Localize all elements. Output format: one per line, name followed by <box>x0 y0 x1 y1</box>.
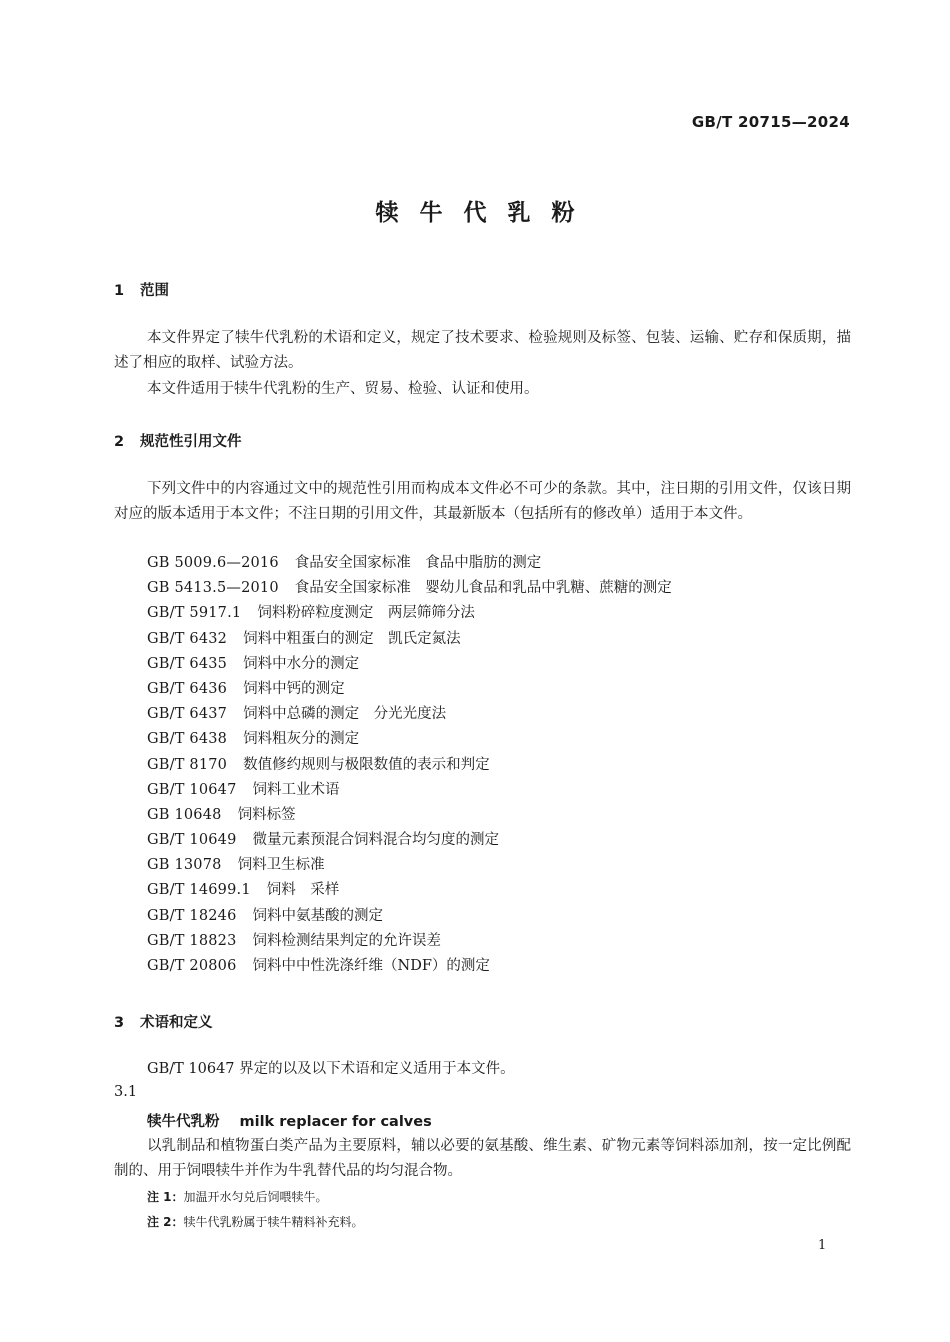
reference-code: GB/T 18823 <box>147 932 237 949</box>
reference-code: GB 5009.6—2016 <box>147 555 279 571</box>
reference-item <box>147 727 672 752</box>
note-2 <box>147 1213 364 1230</box>
page-number: 1 <box>818 1238 827 1253</box>
section-title: 术语和定义 <box>140 1015 213 1031</box>
reference-item <box>147 778 672 803</box>
section-title: 规范性引用文件 <box>140 434 242 450</box>
reference-code: GB/T 5917.1 <box>147 605 242 622</box>
reference-title: 饲料中氨基酸的测定 <box>252 907 384 924</box>
note-label: 注 2： <box>147 1215 184 1229</box>
reference-item <box>147 702 672 727</box>
standard-code: GB/T 20715—2024 <box>691 113 850 131</box>
reference-code: GB/T 10647 <box>147 781 237 798</box>
reference-title: 食品安全国家标准 食品中脂肪的测定 <box>294 555 542 571</box>
reference-code: GB/T 6437 <box>147 706 228 723</box>
reference-title: 数值修约规则与极限数值的表示和判定 <box>243 756 490 773</box>
references-intro: 下列文件中的内容通过文中的规范性引用而构成本文件必不可少的条款。其中，注日期的引用文件，仅该日期对应的版本适用于本文件；不注日期的引用文件，其最新版本（包括所有的修改单）适用于本文件。 <box>114 481 851 522</box>
reference-item <box>147 878 672 903</box>
note-text: 加温开水匀兑后饲喂犊牛。 <box>183 1190 328 1204</box>
reference-code: GB 10648 <box>147 806 222 823</box>
document-title: 犊牛代乳粉 <box>375 200 596 226</box>
reference-code: GB 5413.5—2010 <box>147 580 279 597</box>
scope-paragraph-2: 本文件适用于犊牛代乳粉的生产、贸易、检验、认证和使用。 <box>147 381 539 397</box>
term-heading <box>147 1110 432 1131</box>
reference-title: 饲料中钙的测定 <box>243 680 345 697</box>
reference-title: 食品安全国家标准 婴幼儿食品和乳品中乳糖、蔗糖的测定 <box>294 580 672 597</box>
reference-item <box>147 929 672 954</box>
section-3-heading <box>114 1011 213 1032</box>
reference-code: GB/T 6435 <box>147 655 228 672</box>
reference-code: GB/T 8170 <box>147 756 228 773</box>
reference-title: 饲料中水分的测定 <box>243 655 360 672</box>
reference-item <box>147 551 672 576</box>
reference-code: GB/T 18246 <box>147 907 237 924</box>
term-definition: 以乳制品和植物蛋白类产品为主要原料，辅以必要的氨基酸、维生素、矿物元素等饲料添加剂，按一定比例配制的、用于饲喂犊牛并作为牛乳替代品的均匀混合物。 <box>114 1138 851 1179</box>
reference-code: GB/T 20806 <box>147 958 237 974</box>
term-english: milk replacer for calves <box>239 1114 432 1130</box>
section-2-heading <box>114 430 242 451</box>
reference-title: 饲料中中性洗涤纤维（NDF）的测定 <box>252 958 490 974</box>
reference-title: 饲料标签 <box>237 806 296 823</box>
reference-list <box>147 551 672 979</box>
reference-title: 饲料检测结果判定的允许误差 <box>252 932 442 949</box>
section-number: 2 <box>114 434 125 450</box>
reference-item <box>147 753 672 778</box>
scope-paragraph-1: 本文件界定了犊牛代乳粉的术语和定义，规定了技术要求、检验规则及标签、包装、运输、贮存和保质期，描述了相应的取样、试验方法。 <box>114 330 851 371</box>
section-1-heading <box>114 279 169 300</box>
reference-item <box>147 576 672 601</box>
note-1 <box>147 1188 328 1205</box>
reference-code: GB/T 6436 <box>147 680 228 697</box>
section-number: 3 <box>114 1015 125 1031</box>
reference-item <box>147 904 672 929</box>
reference-item <box>147 652 672 677</box>
reference-title: 饲料中总磷的测定 分光光度法 <box>243 706 447 723</box>
note-text: 犊牛代乳粉属于犊牛精料补充料。 <box>183 1215 364 1229</box>
reference-title: 饲料 采样 <box>266 882 340 899</box>
reference-item <box>147 954 672 979</box>
reference-title: 饲料粗灰分的测定 <box>243 731 360 748</box>
term-chinese: 犊牛代乳粉 <box>147 1114 220 1130</box>
reference-item <box>147 627 672 652</box>
section-title: 范围 <box>140 283 169 299</box>
reference-title: 饲料卫生标准 <box>237 857 325 874</box>
reference-code: GB/T 6438 <box>147 731 228 748</box>
reference-title: 饲料粉碎粒度测定 两层筛筛分法 <box>257 605 475 622</box>
terms-intro: GB/T 10647 界定的以及以下术语和定义适用于本文件。 <box>147 1061 515 1077</box>
reference-code: GB/T 10649 <box>147 832 237 849</box>
section-number: 1 <box>114 283 125 299</box>
reference-item <box>147 828 672 853</box>
reference-item <box>147 853 672 878</box>
term-number: 3.1 <box>114 1084 138 1100</box>
reference-item <box>147 803 672 828</box>
reference-item <box>147 601 672 626</box>
reference-code: GB/T 14699.1 <box>147 882 251 899</box>
reference-code: GB/T 6432 <box>147 630 228 647</box>
reference-title: 饲料工业术语 <box>252 781 340 798</box>
reference-title: 微量元素预混合饲料混合均匀度的测定 <box>252 832 500 849</box>
reference-title: 饲料中粗蛋白的测定 凯氏定氮法 <box>243 630 461 647</box>
note-label: 注 1： <box>147 1190 184 1204</box>
reference-code: GB 13078 <box>147 857 222 874</box>
reference-item <box>147 677 672 702</box>
